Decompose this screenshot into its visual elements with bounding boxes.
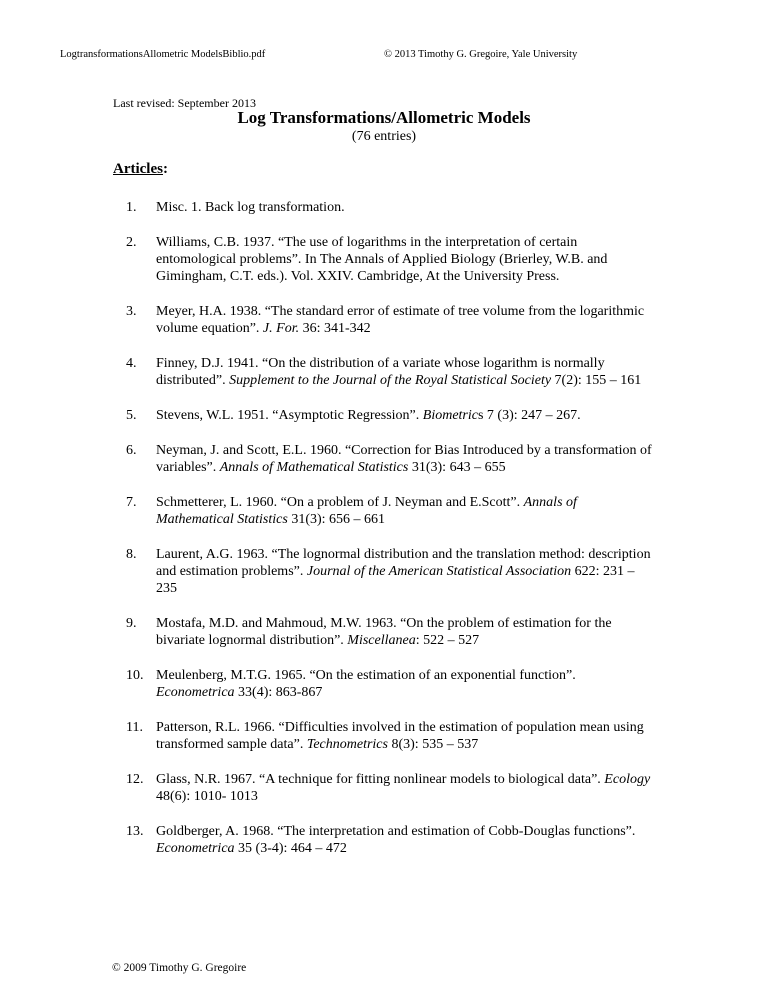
reference-text xyxy=(156,303,656,337)
entry-count: (76 entries) xyxy=(351,129,417,144)
reference-number: 4. xyxy=(126,356,137,371)
reference-text xyxy=(156,667,656,701)
reference-text xyxy=(156,719,656,753)
reference-item xyxy=(126,355,656,389)
page-title: Log Transformations/Allometric Models xyxy=(237,108,531,127)
reference-journal: Supplement to the Journal of the Royal Statistical Society xyxy=(229,373,552,388)
reference-item xyxy=(126,719,656,753)
reference-journal: Econometrica xyxy=(156,685,235,700)
reference-journal: Miscellanea xyxy=(347,633,416,648)
reference-journal: Ecology xyxy=(604,772,651,787)
reference-body: Schmetterer, L. 1960. “On a problem of J. Neyman and E.Scott”. xyxy=(156,495,524,510)
reference-number: 7. xyxy=(126,495,137,510)
reference-body: Meyer, H.A. 1938. “The standard error of estimate of tree volume from the logarithmic volume equation”. xyxy=(156,304,645,336)
footer-copyright: © 2009 Timothy G. Gregoire xyxy=(112,962,247,974)
reference-text xyxy=(156,823,656,857)
reference-item xyxy=(126,615,656,649)
reference-citation: 8(3): 535 – 537 xyxy=(387,737,479,752)
reference-citation: 622: 231 – 235 xyxy=(156,564,635,596)
reference-citation: 33(4): 863-867 xyxy=(234,685,323,700)
reference-journal: Annals of Mathematical Statistics xyxy=(219,460,409,475)
reference-number: 13. xyxy=(126,824,144,839)
reference-body: Goldberger, A. 1968. “The interpretation and estimation of Cobb-Douglas functions”. xyxy=(156,824,636,839)
header-filename: LogtransformationsAllometric ModelsBiblio.pdf xyxy=(60,49,266,60)
reference-journal: Annals of Mathematical Statistics xyxy=(156,495,577,527)
reference-item xyxy=(126,234,656,285)
reference-body: Williams, C.B. 1937. “The use of logarithms in the interpretation of certain entomological problems”. In The Annals of Applied Biology (Brierley, W.B. and Gimingham, C.T. eds.). Vol. XXIV. Cambridge, At the University Press. xyxy=(156,235,608,284)
reference-number: 12. xyxy=(126,772,144,787)
reference-citation: 31(3): 643 – 655 xyxy=(408,460,506,475)
reference-number: 5. xyxy=(126,408,137,423)
reference-item xyxy=(126,667,656,701)
reference-item xyxy=(126,303,656,337)
reference-text xyxy=(156,546,656,597)
reference-number: 2. xyxy=(126,235,137,250)
reference-text xyxy=(156,199,656,216)
section-heading-label: Articles xyxy=(113,161,163,177)
section-heading-colon: : xyxy=(162,161,168,177)
reference-citation: 7(2): 155 – 161 xyxy=(551,373,642,388)
reference-number: 3. xyxy=(126,304,137,319)
reference-number: 6. xyxy=(126,443,137,458)
reference-number: 11. xyxy=(126,720,143,735)
reference-item xyxy=(126,771,656,805)
reference-text xyxy=(156,442,656,476)
header-copyright: © 2013 Timothy G. Gregoire, Yale University xyxy=(384,49,578,60)
reference-text xyxy=(156,771,656,805)
reference-item xyxy=(126,823,656,857)
reference-text xyxy=(156,355,656,389)
reference-item xyxy=(126,199,656,216)
reference-body: Meulenberg, M.T.G. 1965. “On the estimation of an exponential function”. xyxy=(156,668,576,683)
reference-journal: Econometrica xyxy=(156,841,235,856)
reference-journal: J. For. xyxy=(262,321,300,336)
reference-journal: Technometrics xyxy=(306,737,388,752)
reference-list xyxy=(126,199,656,875)
reference-citation: 36: 341-342 xyxy=(299,321,371,336)
reference-body: Neyman, J. and Scott, E.L. 1960. “Correction for Bias Introduced by a transformation of variables”. xyxy=(156,443,652,475)
reference-citation: 48(6): 1010- 1013 xyxy=(156,789,258,804)
reference-text xyxy=(156,615,656,649)
reference-journal: Biometric xyxy=(422,408,478,423)
reference-body: Glass, N.R. 1967. “A technique for fitting nonlinear models to biological data”. xyxy=(156,772,605,787)
reference-text xyxy=(156,407,656,424)
last-revised: Last revised: September 2013 xyxy=(113,96,256,110)
reference-item xyxy=(126,442,656,476)
reference-citation: s 7 (3): 247 – 267. xyxy=(477,408,581,423)
reference-citation: 31(3): 656 – 661 xyxy=(287,512,386,527)
reference-body: Misc. 1. Back log transformation. xyxy=(156,200,345,215)
reference-citation: : 522 – 527 xyxy=(415,633,480,648)
reference-journal: Journal of the American Statistical Association xyxy=(306,564,572,579)
reference-body: Stevens, W.L. 1951. “Asymptotic Regression”. xyxy=(156,408,423,423)
reference-text xyxy=(156,494,656,528)
reference-citation: 35 (3-4): 464 – 472 xyxy=(234,841,347,856)
reference-body: Patterson, R.L. 1966. “Difficulties involved in the estimation of population mean using transformed sample data”. xyxy=(156,720,644,752)
reference-text xyxy=(156,234,656,285)
reference-item xyxy=(126,494,656,528)
reference-number: 1. xyxy=(126,200,137,215)
reference-body: Laurent, A.G. 1963. “The lognormal distribution and the translation method: description and estimation problems”. xyxy=(156,547,651,579)
section-heading xyxy=(113,161,168,178)
reference-item xyxy=(126,546,656,597)
reference-body: Finney, D.J. 1941. “On the distribution of a variate whose logarithm is normally distributed”. xyxy=(156,356,605,388)
reference-number: 10. xyxy=(126,668,144,683)
reference-item xyxy=(126,407,656,424)
reference-number: 9. xyxy=(126,616,137,631)
reference-body: Mostafa, M.D. and Mahmoud, M.W. 1963. “On the problem of estimation for the bivariate lognormal distribution”. xyxy=(156,616,612,648)
reference-number: 8. xyxy=(126,547,137,562)
